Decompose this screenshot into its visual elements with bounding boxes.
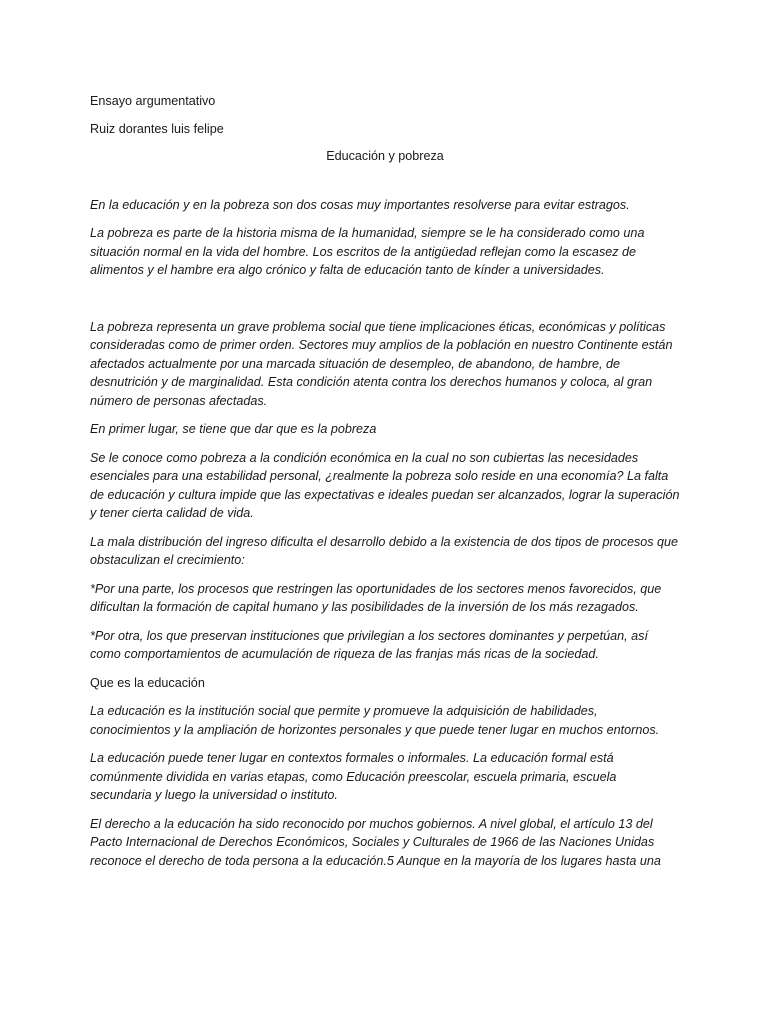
paragraph: La educación es la institución social que permite y promueve la adquisición de habilidades, conocimientos y la ampliación de horizontes personales y que puede tener lugar en muchos entornos. bbox=[90, 704, 660, 737]
essay-type-line: Ensayo argumentativo bbox=[90, 94, 216, 108]
section-heading: Que es la educación bbox=[90, 675, 205, 690]
author-line: Ruiz dorantes luis felipe bbox=[90, 121, 224, 136]
document-title: Educación y pobreza bbox=[326, 149, 444, 163]
paragraph: La mala distribución del ingreso dificulta el desarrollo debido a la existencia de dos tipos de procesos que obstaculizan el crecimiento: bbox=[90, 534, 679, 567]
paragraph: La educación puede tener lugar en contextos formales o informales. La educación formal está comúnmente dividida en varias etapas, como Educación preescolar, escuela primaria, escuela secundaria y luego la universidad o instituto. bbox=[90, 751, 617, 802]
paragraph: La pobreza representa un grave problema social que tiene implicaciones éticas, económicas y políticas consideradas como de primer orden. Sectores muy amplios de la población en nuestro Continente están afectados actualmente por una marcada situación de desempleo, de abandono, de hambre, de desnutrición y de marginalidad. Esta condición atenta contra los derechos humanos y coloca, al gran número de personas afectadas. bbox=[90, 319, 673, 408]
paragraph: *Por otra, los que preservan instituciones que privilegian a los sectores dominantes y perpetúan, así como comportamientos de acumulación de riqueza de las franjas más ricas de la sociedad. bbox=[90, 628, 648, 661]
paragraph: *Por una parte, los procesos que restringen las oportunidades de los sectores menos favorecidos, que dificultan la formación de capital humano y las posibilidades de la inversión de los más rezagados. bbox=[90, 581, 662, 614]
document-body bbox=[90, 92, 680, 880]
paragraph: El derecho a la educación ha sido reconocido por muchos gobiernos. A nivel global, el artículo 13 del Pacto Internacional de Derechos Económicos, Sociales y Culturales de 1966 de las Naciones Unidas reconoce el derecho de toda persona a la educación.5 Aunque en la mayoría de los lugares hasta una bbox=[90, 816, 661, 868]
paragraph: La pobreza es parte de la historia misma de la humanidad, siempre se le ha considerado como una situación normal en la vida del hombre. Los escritos de la antigüedad reflejan como la escasez de alimentos y el hambre era algo crónico y falta de educación tanto de kínder a universidades. bbox=[90, 226, 645, 277]
section-heading: En primer lugar, se tiene que dar que es la pobreza bbox=[90, 422, 377, 436]
paragraph: En la educación y en la pobreza son dos cosas muy importantes resolverse para evitar estragos. bbox=[90, 197, 630, 212]
paragraph: Se le conoce como pobreza a la condición económica en la cual no son cubiertas las necesidades esenciales para una estabilidad personal, ¿realmente la pobreza solo reside en una economía? La falta de educación y cultura impide que las expectativas e ideales puedan ser alcanzados, lograr la superación y tener cierta calidad de vida. bbox=[90, 450, 680, 520]
